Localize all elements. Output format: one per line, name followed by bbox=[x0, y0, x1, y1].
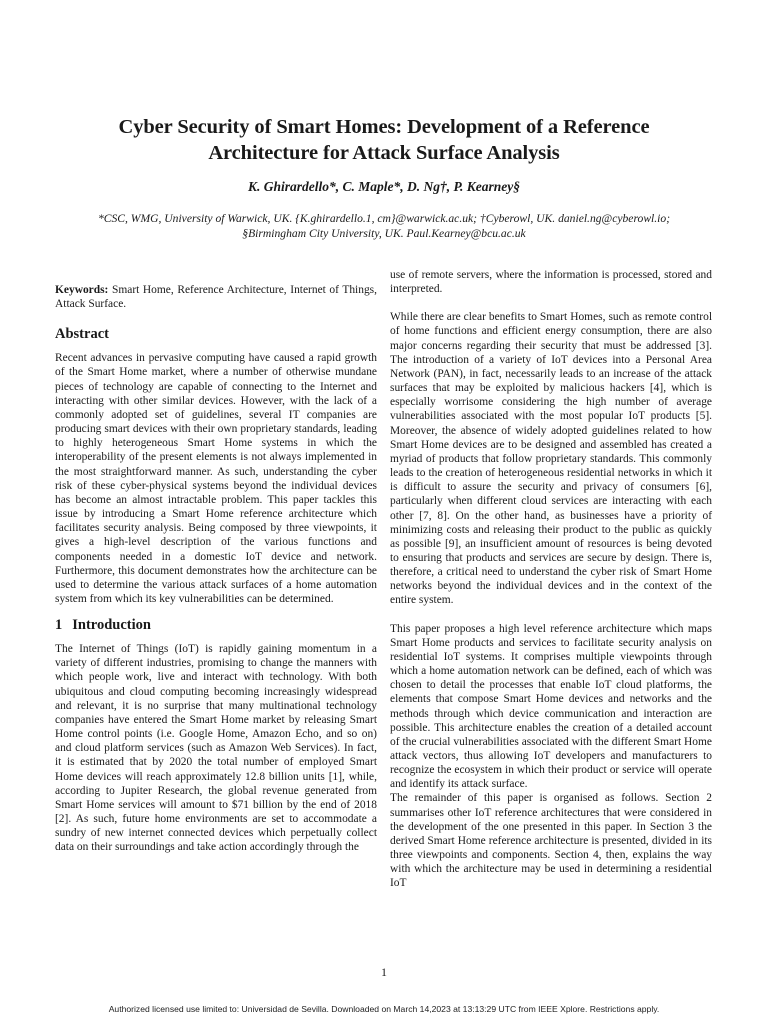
page-number: 1 bbox=[381, 965, 387, 979]
intro-paragraph-1-continued: use of remote servers, where the information is processed, stored and interpreted. bbox=[390, 269, 712, 296]
abstract-text: Recent advances in pervasive computing have caused a rapid growth of the Smart Home market, where a number of otherwise mundane pieces of technology are capable of connecting to the Internet and interacting with other similar devices. However, with the lack of a commonly adopted set of guidelines, several IT companies are producing smart devices with their own proprietary standards, leading to highly heterogeneous Smart Home systems in which the interoperability of the present elements is not always implemented in the most straightforward manner. As such, understanding the cyber risk of these cyber-physical systems beyond the individual devices has become an almost intractable problem. This paper tackles this issue by introducing a Smart Home reference architecture which facilitates security analysis. Being composed by three viewpoints, it gives a high-level description of the various functions and components needed in a domestic IoT device and network. Furthermore, this document demonstrates how the architecture can be used to determine the various attack surfaces of a home automation system from which its key vulnerabilities can be determined. bbox=[55, 352, 377, 605]
license-footer: Authorized licensed use limited to: Universidad de Sevilla. Downloaded on March 14,2023 at 13:13:29 UTC from IEEE Xplore. Restrictions apply. bbox=[108, 1004, 660, 1014]
introduction-heading bbox=[55, 616, 377, 634]
paper-title bbox=[40, 114, 728, 166]
keywords bbox=[55, 283, 377, 311]
section-number: 1 bbox=[55, 617, 63, 634]
keywords-text: Smart Home, Reference Architecture, Internet of Things, Attack Surface. bbox=[55, 284, 377, 311]
affiliations bbox=[40, 212, 728, 241]
intro-paragraph-1: The Internet of Things (IoT) is rapidly gaining momentum in a variety of different industries, promising to change the manners with which people work, live and interact with technology. With both ubiquitous and cloud computing becoming increasingly widespread and relevant, it is no surprise that many multinational technology companies have entered the Smart Home market by releasing Smart Home control points (i.e. Google Home, Amazon Echo, and so on) and cloud platform services (such as Amazon Web Services). In fact, it is estimated that by 2020 the total number of employed Smart Home devices will reach approximately 12.8 billion units [1], while, according to Jupiter Research, the global revenue generated from Smart Home services will amount to $71 billion by the end of 2018 [2]. As such, future home environments are set to accommodate a sundry of new internet connected devices which perpetually collect data on their surroundings and take action accordingly through the bbox=[55, 643, 377, 854]
section-title: Introduction bbox=[72, 617, 151, 634]
keywords-label: Keywords: bbox=[55, 284, 109, 296]
left-column bbox=[55, 283, 377, 854]
intro-paragraph-4: The remainder of this paper is organised as follows. Section 2 summarises other IoT reference architectures that were considered in the development of the one presented in this paper. In Section 3 the derived Smart Home reference architecture is presented, divided in its three viewpoints and components. Section 4, then, explains the way with which the architecture may be used in determining a residential IoT bbox=[390, 792, 712, 890]
intro-paragraph-2: While there are clear benefits to Smart Homes, such as remote control of home functions and efficient energy consumption, there are also major concerns regarding their security that must be addressed [3]. The introduction of a variety of IoT devices into a Personal Area Network (PAN), in fact, necessarily leads to an increase of the attack surfaces that may be exploited by malicious hackers [4], which is especially worrisome considering the high number of average vulnerabilities associated with the most popular IoT products [5]. Moreover, the absence of widely adopted guidelines related to how Smart Home devices are to be designed and assembled has created a myriad of products that follow proprietary standards. This commonly leads to the creation of heterogeneous residential networks in which it is difficult to assure the security and privacy of consumers [6], particularly when different cloud services are interacting with each other [7, 8]. On the other hand, as businesses have a priority of minimizing costs and releasing their product to the public as quickly as possible [9], an insufficient amount of resources is being devoted to ensuring that products and services are secure by design. There is, therefore, a critical need to understand the cyber risk of Smart Home networks beyond the individual devices and in the context of the entire system. bbox=[390, 311, 712, 607]
title-line-2: Architecture for Attack Surface Analysis bbox=[208, 142, 560, 164]
affiliation-line-2: §Birmingham City University, UK. Paul.Kearney@bcu.ac.uk bbox=[242, 226, 526, 240]
right-column bbox=[390, 268, 712, 891]
author-list: K. Ghirardello*, C. Maple*, D. Ng†, P. Kearney§ bbox=[247, 179, 520, 194]
title-line-1: Cyber Security of Smart Homes: Development of a Reference bbox=[118, 116, 650, 138]
intro-paragraph-3: This paper proposes a high level reference architecture which maps Smart Home products and services to facilitate security analysis on residential IoT systems. It comprises multiple viewpoints through which a home automation network can be defined, each of which was chosen to detail the processes that enable IoT cloud platforms, the elements that compose Smart Home devices and networks and the methods through which device communication and interaction are possible. This architecture enables the creation of a detailed account of the crucial vulnerabilities associated with the different Smart Home attack vectors, thus allowing IoT developers and manufacturers to recognize the ecosystem in which their product or service will operate and identify its attack surface. bbox=[390, 622, 712, 791]
affiliation-line-1: *CSC, WMG, University of Warwick, UK. {K.ghirardello.1, cm}@warwick.ac.uk; †Cyberowl, UK. daniel.ng@cyberowl.io; bbox=[97, 212, 671, 225]
abstract-heading: Abstract bbox=[55, 326, 109, 343]
